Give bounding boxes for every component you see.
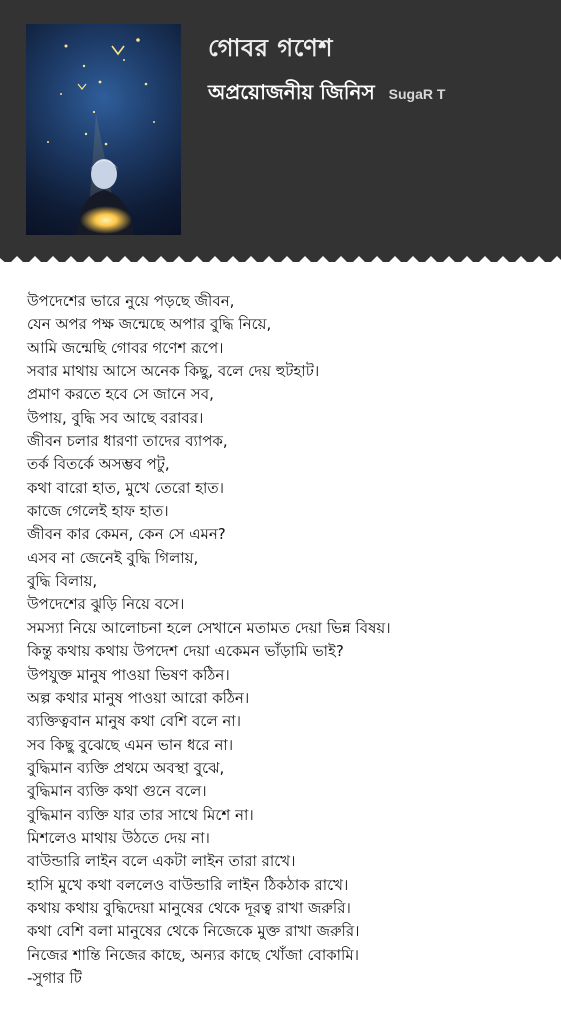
poem-line: জীবন কার কেমন, কেন সে এমন? bbox=[27, 525, 226, 544]
poem-line: উপদেশের ভারে নুয়ে পড়ছে জীবন, bbox=[27, 292, 235, 310]
poem-line: জীবন চলার ধারণা তাদের ব্যাপক, bbox=[27, 432, 228, 451]
poem-line: বুদ্ধিমান ব্যক্তি কথা গুনে বলে। bbox=[27, 782, 207, 801]
poem-line: সমস্যা নিয়ে আলোচনা হলে সেখানে মতামত দেয়া ভিন্ন বিষয়। bbox=[27, 618, 391, 637]
poem-line: অল্প কথার মানুষ পাওয়া আরো কঠিন। bbox=[27, 688, 250, 707]
author-name[interactable]: SugaR T bbox=[388, 86, 446, 102]
poem-body bbox=[27, 290, 547, 990]
poem-line: হাসি মুখে কথা বললেও বাউন্ডারি লাইন ঠিকঠাক রাখে। bbox=[27, 875, 349, 894]
poem-line: আমি জন্মেছি গোবর গণেশ রূপে। bbox=[27, 338, 224, 357]
poem-line: বুদ্ধি বিলায়, bbox=[27, 572, 98, 591]
poem-line: কথা বেশি বলা মানুষের থেকে নিজেকে মুক্ত রাখা জরুরি। bbox=[27, 922, 360, 941]
poem-line: সবার মাথায় আসে অনেক কিছু, বলে দেয় হুটহাট। bbox=[27, 362, 320, 381]
book-header bbox=[0, 0, 561, 262]
cover-art-icon bbox=[26, 24, 181, 235]
chapter-subtitle bbox=[208, 78, 445, 111]
poem-line: সব কিছু বুঝেছে এমন ভান ধরে না। bbox=[27, 735, 234, 754]
book-cover-image[interactable] bbox=[26, 24, 181, 235]
poem-line: উপযুক্ত মানুষ পাওয়া ভিষণ কঠিন। bbox=[27, 665, 230, 684]
poem-line: বুদ্ধিমান ব্যক্তি যার তার সাথে মিশে না। bbox=[27, 805, 254, 824]
poem-line: কথায় কথায় বুদ্ধিদেয়া মানুষের থেকে দূরত্ব রাখা জরুরি। bbox=[27, 898, 351, 917]
zigzag-divider bbox=[0, 255, 561, 265]
poem-line: বুদ্ধিমান ব্যক্তি প্রথমে অবস্থা বুঝে, bbox=[27, 758, 225, 777]
poem-line: ব্যক্তিত্ববান মানুষ কথা বেশি বলে না। bbox=[27, 712, 242, 731]
poem-line: এসব না জেনেই বুদ্ধি গিলায়, bbox=[27, 548, 199, 567]
poem-line: কাজে গেলেই হাফ হাত। bbox=[27, 502, 169, 521]
poem-line: বাউন্ডারি লাইন বলে একটা লাইন তারা রাখে। bbox=[27, 852, 296, 871]
poem-signature: -সুগার টি bbox=[27, 968, 82, 987]
poem-line: উপায়, বুদ্ধি সব আছে বরাবর। bbox=[27, 408, 204, 427]
poem-line: যেন অপর পক্ষ জন্মেছে অপার বুদ্ধি নিয়ে, bbox=[27, 315, 272, 334]
poem-line: নিজের শান্তি নিজের কাছে, অন্যর কাছে খোঁজা বোকামি। bbox=[27, 945, 360, 964]
poem-line: তর্ক বিতর্কে অসম্ভব পটু, bbox=[27, 455, 170, 474]
book-title: গোবর গণেশ bbox=[208, 34, 333, 62]
poem-line: প্রমাণ করতে হবে সে জানে সব, bbox=[27, 385, 214, 404]
poem-line: উপদেশের ঝুড়ি নিয়ে বসে। bbox=[27, 595, 185, 614]
chapter-title: অপ্রয়োজনীয় জিনিস bbox=[208, 80, 375, 104]
poem-line: কিন্তু কথায় কথায় উপদেশ দেয়া একেমন ভাঁড়ামি ভাই? bbox=[27, 642, 344, 661]
poem-line: কথা বারো হাত, মুখে তেরো হাত। bbox=[27, 478, 225, 497]
poem-line: মিশলেও মাথায় উঠতে দেয় না। bbox=[27, 828, 210, 847]
